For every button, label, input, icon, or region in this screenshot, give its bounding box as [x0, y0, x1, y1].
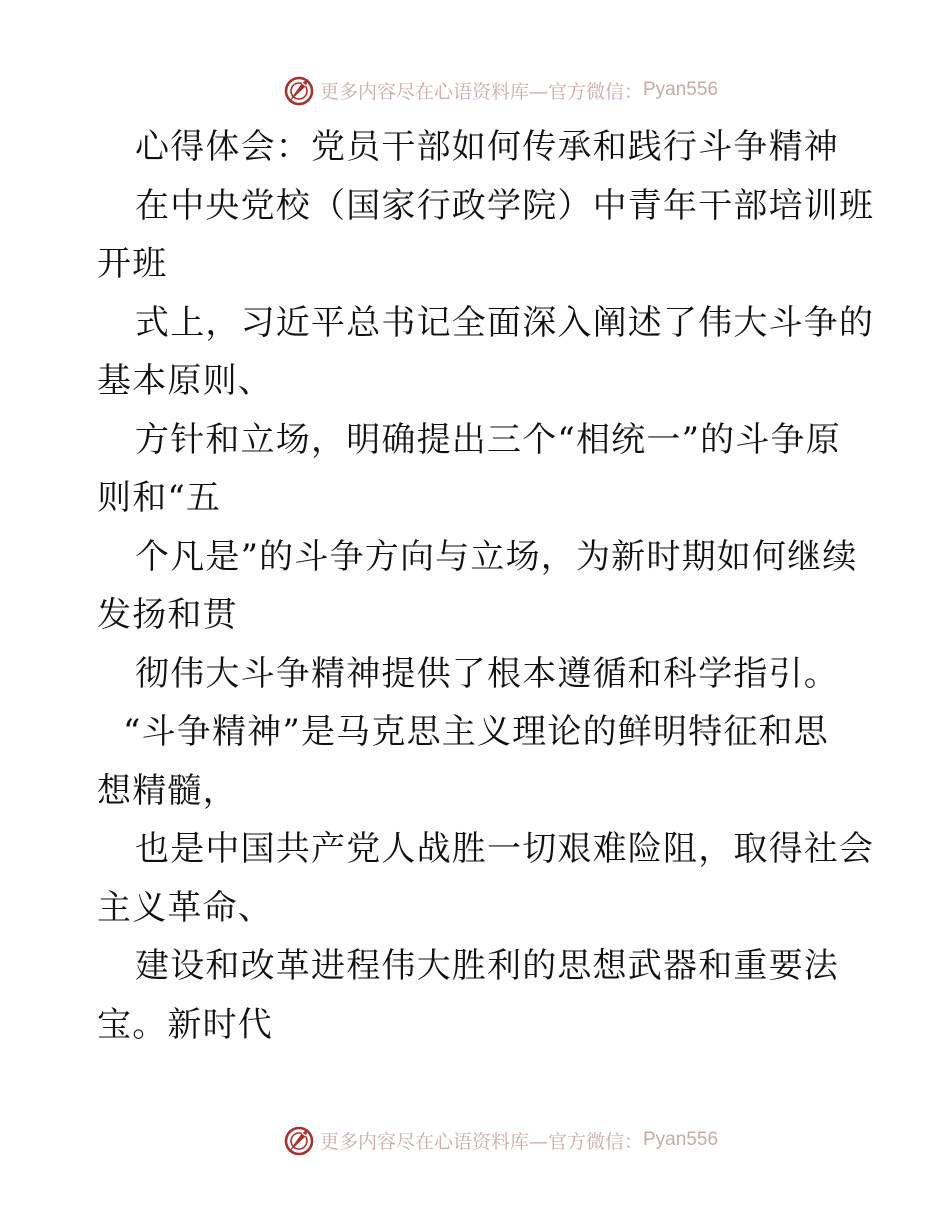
pen-logo-icon	[282, 1123, 316, 1157]
wechat-id: Pyan556	[643, 1129, 719, 1150]
text-line: 也是中国共产党人战胜一切艰难险阻，取得社会	[135, 829, 875, 869]
pen-logo-icon	[282, 73, 316, 107]
text-line: 式上，习近平总书记全面深入阐述了伟大斗争的	[135, 302, 875, 343]
text-line: 宝。新时代	[97, 1004, 273, 1045]
text-line: “斗争精神”是马克思主义理论的鲜明特征和思	[123, 712, 829, 752]
text-line: 则和“五	[97, 478, 222, 518]
text-line: 主义革命、	[97, 887, 273, 928]
text-line: 建设和改革进程伟大胜利的思想武器和重要法	[135, 946, 839, 986]
text-line: 个凡是”的斗争方向与立场，为新时期如何继续	[135, 536, 858, 577]
text-line: 发扬和贯	[97, 595, 238, 635]
banner-text: 更多内容尽在心语资料库—官方微信：	[319, 80, 643, 103]
text-line: 开班	[97, 244, 168, 284]
text-line: 想精髓，	[97, 770, 238, 811]
footer-banner	[0, 1122, 950, 1158]
text-line: 在中央党校（国家行政学院）中青年干部培训班	[135, 185, 875, 226]
wechat-id: Pyan556	[643, 79, 719, 100]
header-banner	[0, 72, 950, 108]
banner-text: 更多内容尽在心语资料库—官方微信：	[319, 1130, 643, 1153]
text-line: 基本原则、	[97, 361, 273, 401]
text-line: 方针和立场，明确提出三个“相统一”的斗争原	[135, 419, 841, 460]
document-title: 心得体会：党员干部如何传承和践行斗争精神	[135, 127, 839, 167]
document-body	[97, 118, 875, 1054]
text-line: 彻伟大斗争精神提供了根本遵循和科学指引。	[135, 653, 839, 694]
